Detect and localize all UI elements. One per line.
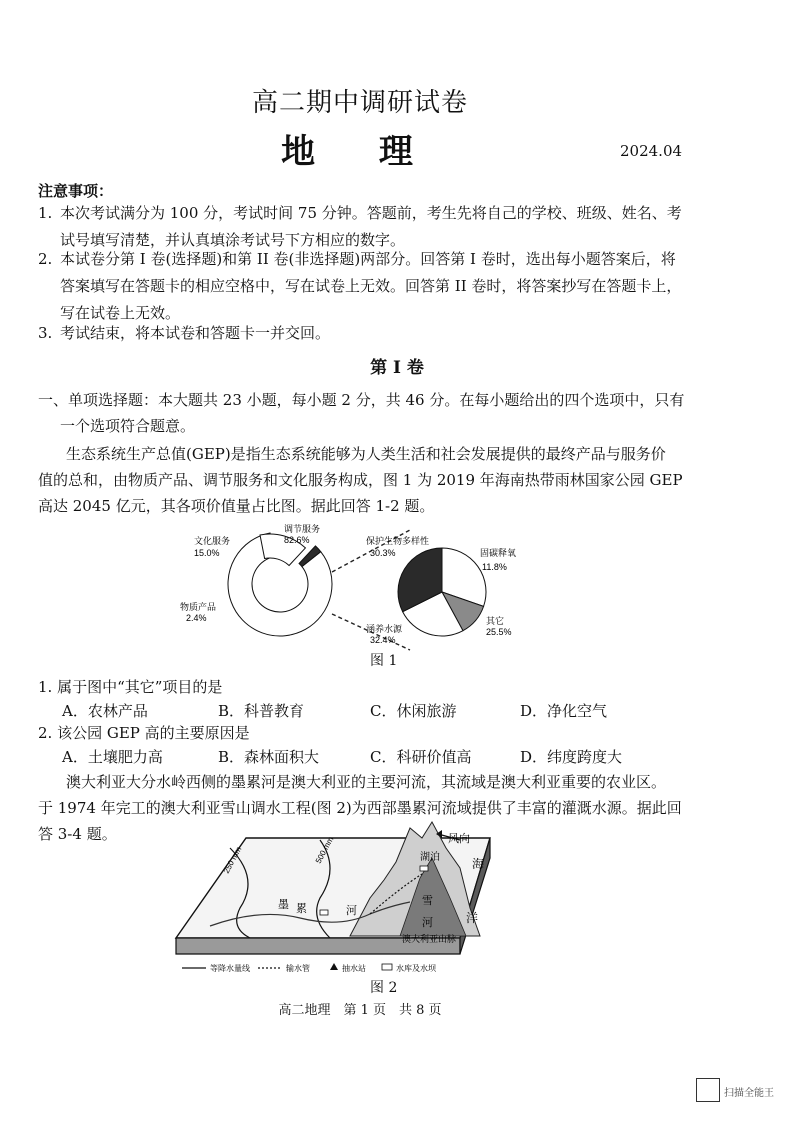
- note-text: 考试结束，将本试卷和答题卡一并交回。: [60, 324, 331, 342]
- legend-pipe-label: 输水管: [286, 964, 310, 973]
- label-carbon: 固碳释氧: [480, 548, 517, 558]
- note-text: 写在试卷上无效。: [60, 304, 181, 322]
- section-intro-cont: 一个选项符合题意。: [60, 417, 196, 435]
- ocean-label: 洋: [466, 911, 479, 925]
- legend-pump-label: 抽水站: [342, 964, 366, 973]
- note-number: 3.: [38, 324, 53, 342]
- figure-2-terrain-diagram: [170, 818, 500, 978]
- label-regulate-value: 82.6%: [284, 535, 310, 545]
- label-culture: 文化服务: [194, 536, 231, 546]
- snowy-char: 雪: [422, 895, 433, 907]
- passage-line: 值的总和，由物质产品、调节服务和文化服务构成，图 1 为 2019 年海南热带雨林国家公园 GEP: [38, 471, 683, 489]
- option-b[interactable]: B．科普教育: [218, 702, 305, 720]
- river-char: 墨: [278, 899, 289, 911]
- label-bio: 保护生物多样性: [366, 536, 430, 546]
- legend-isohyet-label: 等降水量线: [210, 964, 250, 973]
- snowy-char: 河: [422, 917, 433, 929]
- label-material: 物质产品: [180, 602, 217, 612]
- label-bio-value: 30.3%: [370, 548, 396, 558]
- exam-title: 高二期中调研试卷: [251, 88, 468, 118]
- isohyet-label-500: 500 mm: [313, 835, 336, 865]
- label-culture-value: 15.0%: [194, 548, 220, 558]
- dam-icon: [320, 910, 328, 915]
- subject-title: 地 理: [281, 132, 439, 172]
- label-other-value: 25.5%: [486, 627, 512, 637]
- river-char: 累: [296, 903, 307, 915]
- label-carbon-value: 11.8%: [482, 562, 507, 572]
- option-d[interactable]: D．净化空气: [520, 702, 608, 720]
- figure-1-caption: 图 1: [370, 653, 398, 669]
- label-material-value: 2.4%: [186, 613, 207, 623]
- donut-chart: [228, 533, 332, 636]
- passage-line: 生态系统生产总值(GEP)是指生态系统能够为人类生活和社会发展提供的最终产品与服务价: [66, 445, 666, 463]
- option-a[interactable]: A．农林产品: [62, 702, 148, 720]
- label-water: 涵养水源: [366, 624, 403, 634]
- figure-2-caption: 图 2: [370, 980, 398, 996]
- option-c[interactable]: C．科研价值高: [370, 748, 472, 766]
- option-a[interactable]: A．土壤肥力高: [62, 748, 163, 766]
- label-water-value: 32.4%: [370, 635, 396, 645]
- sea-label: 海: [472, 857, 485, 871]
- note-text: 答案填写在答题卡的相应空格中，写在试卷上无效。回答第 II 卷时，将答案抄写在答题卡上，: [60, 277, 682, 295]
- section-title: 第 I 卷: [370, 358, 424, 378]
- label-regulate: 调节服务: [284, 524, 321, 534]
- mountain-label: 澳大利亚山脉: [402, 934, 457, 944]
- note-number: 2.: [38, 250, 53, 268]
- notes-heading: 注意事项：: [38, 182, 114, 200]
- note-text: 本试卷分第 I 卷(选择题)和第 II 卷(非选择题)两部分。回答第 I 卷时，选出每小题答案后，将: [60, 250, 676, 268]
- question-2-stem: 2. 该公园 GEP 高的主要原因是: [38, 724, 250, 742]
- passage-line: 高达 2045 亿元，其各项价值量占比图。据此回答 1-2 题。: [38, 497, 435, 515]
- note-item-2: [38, 246, 758, 330]
- note-text: 本次考试满分为 100 分，考试时间 75 分钟。答题前，考生先将自己的学校、班级、姓名、考: [60, 204, 682, 222]
- pie-chart: [398, 548, 486, 636]
- note-item-3: [38, 320, 758, 348]
- figure-1-pie-charts: [180, 522, 520, 652]
- note-text: 试号填写清楚，并认真填涂考试号下方相应的数字。: [60, 231, 406, 249]
- dam-icon: [420, 866, 428, 871]
- legend-dam-swatch: [382, 964, 392, 970]
- wind-label: 风向: [448, 833, 470, 845]
- note-number: 1.: [38, 204, 53, 222]
- isohyet-label-250: 250 mm: [221, 845, 244, 875]
- passage-line: 答 3-4 题。: [38, 825, 117, 843]
- river-char: 河: [346, 905, 357, 917]
- legend-dam-label: 水库及水坝: [396, 964, 436, 973]
- label-other: 其它: [486, 616, 505, 626]
- legend-pump-swatch: [330, 963, 338, 970]
- passage-line: 于 1974 年完工的澳大利亚雪山调水工程(图 2)为西部墨累河流域提供了丰富的灌溉水源。据此回: [38, 799, 682, 817]
- question-1-stem: 1. 属于图中“其它”项目的是: [38, 678, 223, 696]
- option-c[interactable]: C．休闲旅游: [370, 702, 457, 720]
- section-intro: 一、单项选择题：本大题共 23 小题，每小题 2 分，共 46 分。在每小题给出的四个选项中，只有: [38, 391, 685, 409]
- option-b[interactable]: B．森林面积大: [218, 748, 320, 766]
- page-footer: 高二地理 第 1 页 共 8 页: [278, 1003, 442, 1018]
- option-d[interactable]: D．纬度跨度大: [520, 748, 623, 766]
- exam-date: 2024.04: [620, 142, 683, 160]
- lake-label: 湖泊: [420, 852, 440, 863]
- scanner-app-label: 扫描全能王: [724, 1088, 774, 1099]
- qr-code-icon: [696, 1078, 720, 1102]
- passage-line: 澳大利亚大分水岭西侧的墨累河是澳大利亚的主要河流，其流域是澳大利亚重要的农业区。: [66, 773, 667, 791]
